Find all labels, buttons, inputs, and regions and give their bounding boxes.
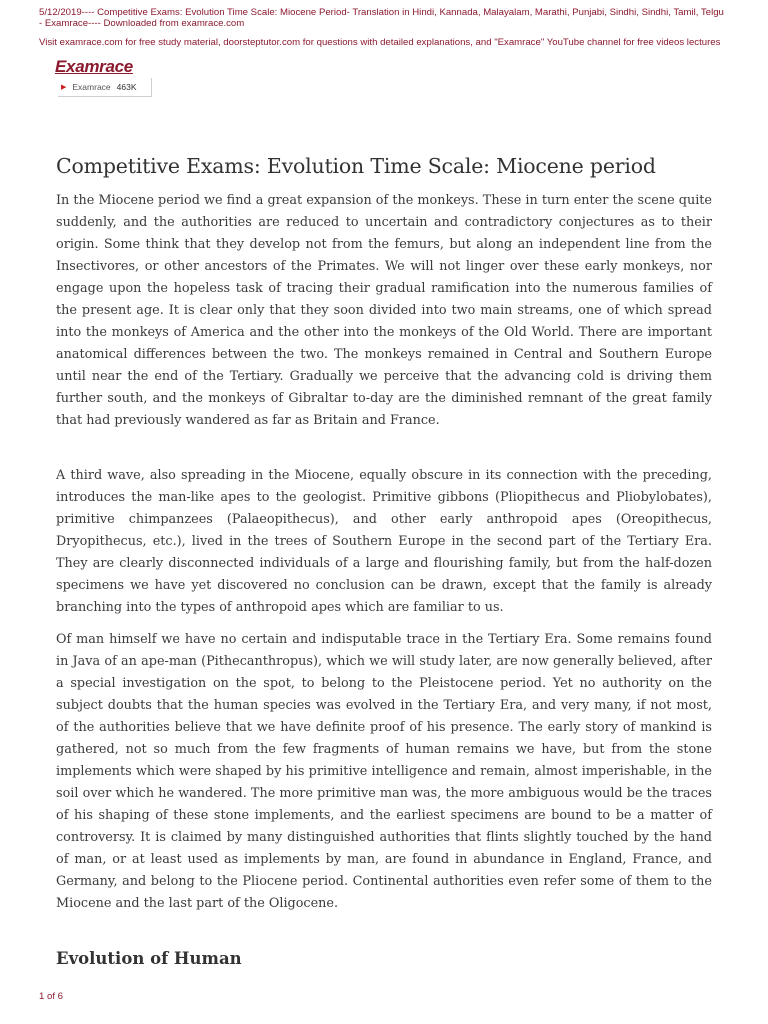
article-paragraph: Of man himself we have no certain and indisputable trace in the Tertiary Era. Some remains found in Java of an ape-man (Pithecanthropus), which we will study later, are now generally believed, after a special investigation on the spot, to belong to the Pleistocene period. Yet no authority on the subject doubts that the human species was evolved in the Tertiary Era, and very many, if not most, of the authorities believe that we have definite proof of his presence. The early story of mankind is gathered, not so much from the few fragments of human remains we have, but from the stone implements which were shaped by his primitive intelligence and remain, almost imperishable, in the soil over which he wandered. The more primitive man was, the more ambiguous would be the traces of his shaping of these stone implements, and the earliest specimens are bound to be a matter of controversy. It is claimed by many distinguished authorities that flints slightly touched by the hand of man, or at least used as implements by man, are found in abundance in England, France, and Germany, and belong to the Pliocene period. Continental authorities even refer some of them to the Miocene and the last part of the Oligocene. — [56, 632, 712, 911]
article-paragraph: A third wave, also spreading in the Miocene, equally obscure in its connection with the preceding, introduces the man-like apes to the geologist. Primitive gibbons (Pliopithecus and Pliobylobates), primitive chimpanzees (Palaeopithecus), and other early anthropoid apes (Oreopithecus, Dryopithecus, etc.), lived in the trees of Southern Europe in the second part of the Tertiary Era. They are clearly disconnected individuals of a large and flourishing family, but from the half-dozen specimens we have yet discovered no conclusion can be drawn, except that the family is already branching into the types of anthropoid apes which are familiar to us. — [56, 468, 712, 615]
article-title: Competitive Exams: Evolution Time Scale: Miocene period — [56, 154, 656, 178]
youtube-channel-name: Examrace — [72, 82, 111, 92]
page-header-visit-link[interactable]: Visit examrace.com for free study material, doorsteptutor.com for questions with detailed explanations, and "Examrace" YouTube channel for free videos lectures — [39, 37, 721, 48]
youtube-subscribe-widget[interactable] — [58, 78, 152, 97]
examrace-logo[interactable]: Examrace — [55, 57, 133, 76]
section-heading: Evolution of Human — [56, 949, 242, 968]
page-number: 1 of 6 — [39, 991, 64, 1002]
article-paragraph: In the Miocene period we find a great expansion of the monkeys. These in turn enter the scene quite suddenly, and the authorities are reduced to uncertain and contradictory conjectures as to their origin. Some think that they develop not from the femurs, but along an independent line from the Insectivores, or other ancestors of the Primates. We will not linger over these early monkeys, nor engage upon the hopeless task of tracing their gradual ramification into the numerous families of the present age. It is clear only that they soon divided into two main streams, one of which spread into the monkeys of America and the other into the monkeys of the Old World. There are important anatomical differences between the two. The monkeys remained in Central and Southern Europe until near the end of the Tertiary. Gradually we perceive that the advancing cold is driving them further south, and the monkeys of Gibraltar to-day are the diminished remnant of the great family that had previously wandered as far as Britain and France. — [56, 193, 712, 428]
page-header-title: 5/12/2019---- Competitive Exams: Evolution Time Scale: Miocene Period- Translation in Hindi, Kannada, Malayalam, Marathi, Punjabi, Sindhi, Sindhi, Tamil, Telgu - Examrace---- Downloaded from examrace.com — [39, 7, 724, 29]
youtube-subscriber-count: 463K — [116, 82, 137, 92]
play-icon: ▶ — [61, 84, 67, 91]
examrace-logo-block — [55, 57, 155, 101]
